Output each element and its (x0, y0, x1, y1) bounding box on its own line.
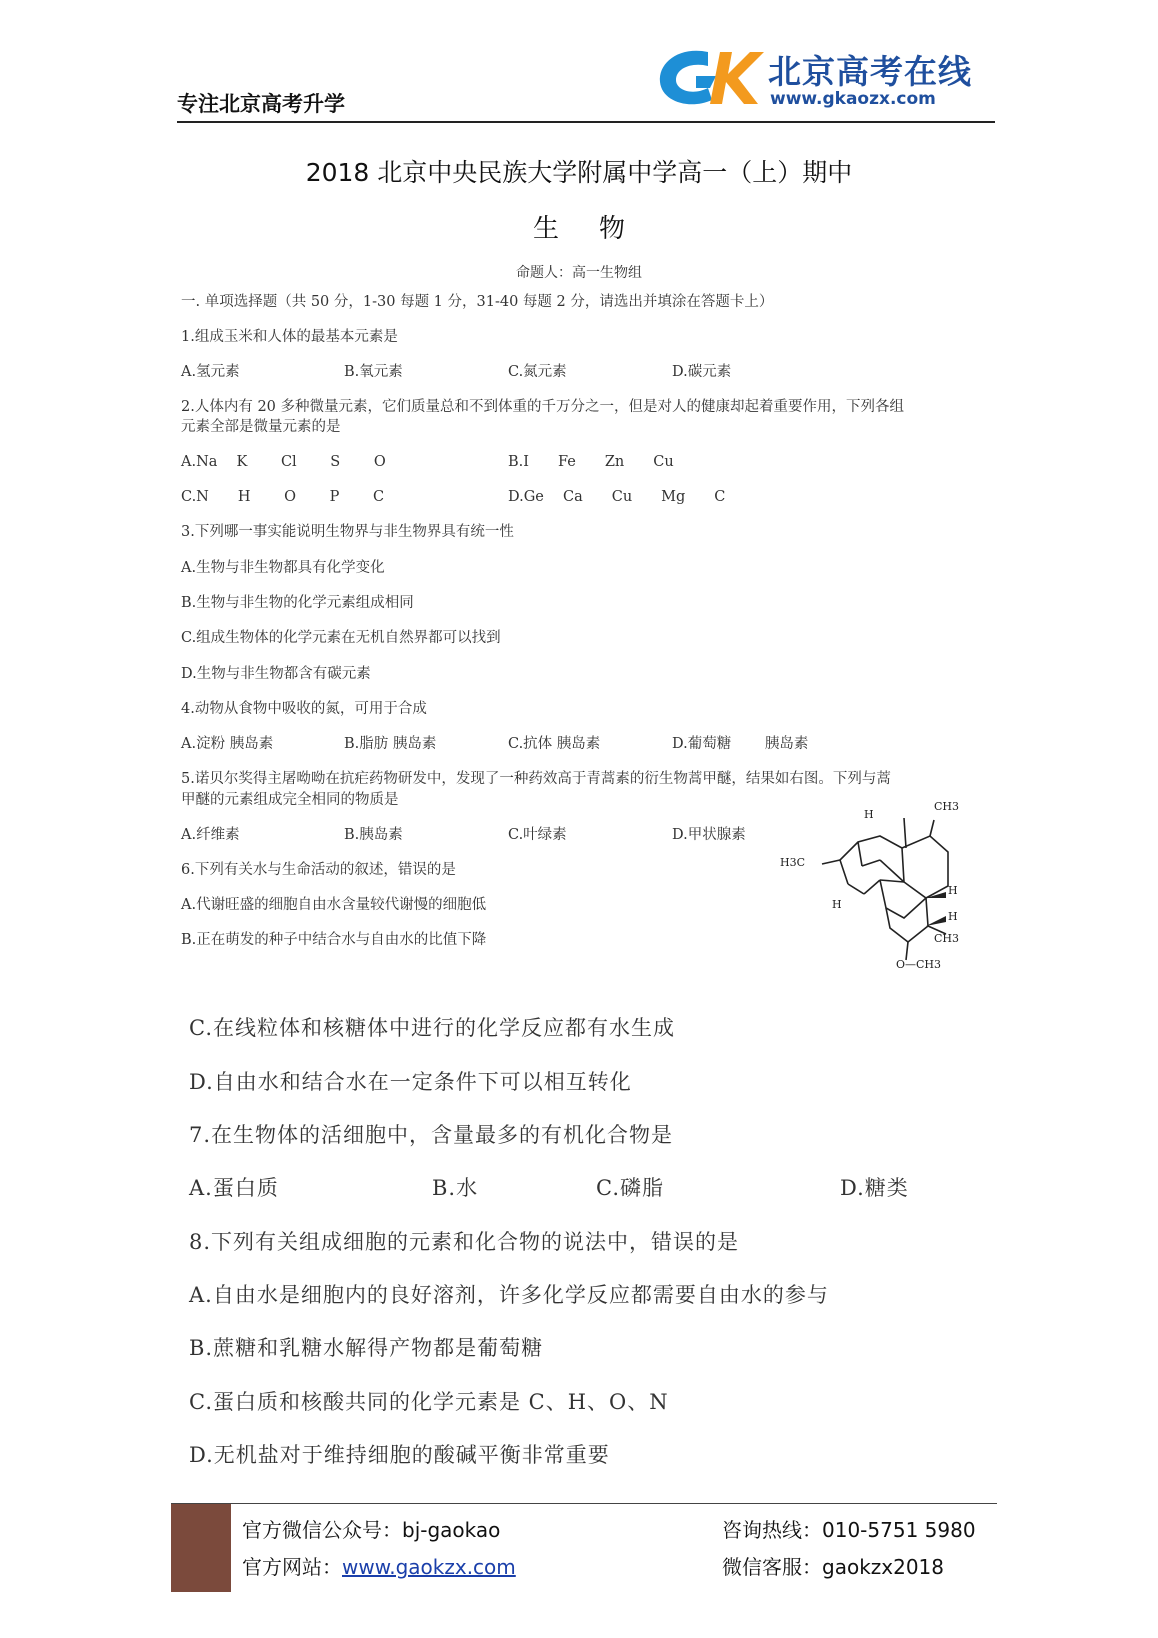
q8-option-a: A.自由水是细胞内的良好溶剂，许多化学反应都需要自由水的参与 (189, 1283, 829, 1307)
q3-stem: 3.下列哪一事实能说明生物界与非生物界具有统一性 (181, 524, 514, 540)
q5-option-c: C.叶绿素 (508, 827, 567, 843)
footer-service-label: 微信客服： (722, 1555, 822, 1579)
label-h-right-2: H (948, 910, 958, 923)
q4-option-d: D.葡萄糖 胰岛素 (672, 736, 809, 752)
label-ch3-bottom: CH3 (934, 932, 960, 945)
label-h-top: H (864, 808, 874, 821)
q6-option-a: A.代谢旺盛的细胞自由水含量较代谢慢的细胞低 (181, 897, 487, 913)
q6-option-b: B.正在萌发的种子中结合水与自由水的比值下降 (181, 932, 487, 948)
q2-option-a: A.Na K Cl S O (181, 454, 386, 470)
label-och3: O—CH3 (896, 958, 942, 971)
q4-option-b: B.脂肪 胰岛素 (344, 736, 437, 752)
q6-option-c: C.在线粒体和核糖体中进行的化学反应都有水生成 (189, 1016, 675, 1040)
footer-wechat (242, 1514, 500, 1543)
q4-stem: 4.动物从食物中吸收的氮，可用于合成 (181, 701, 427, 717)
footer-wechat-value: bj-gaokao (402, 1518, 501, 1542)
header-tagline: 专注北京高考升学 (177, 92, 345, 116)
q1-option-d: D.碳元素 (672, 364, 732, 380)
gk-logo-icon (650, 44, 770, 114)
footer-hotline-value: 010-5751 5980 (822, 1518, 976, 1542)
exam-title: 2018 北京中央民族大学附属中学高一（上）期中 (305, 158, 853, 187)
q3-option-d: D.生物与非生物都含有碳元素 (181, 666, 371, 682)
q6-option-d: D.自由水和结合水在一定条件下可以相互转化 (189, 1070, 632, 1094)
label-h-right-1: H (948, 884, 958, 897)
q1-stem: 1.组成玉米和人体的最基本元素是 (181, 329, 398, 345)
footer-wechat-label: 官方微信公众号： (242, 1518, 402, 1542)
q5-stem-line2: 甲醚的元素组成完全相同的物质是 (181, 792, 399, 808)
brand-logo (650, 44, 1000, 114)
q4-option-a: A.淀粉 胰岛素 (181, 736, 274, 752)
q7-option-d: D.糖类 (840, 1176, 909, 1200)
label-h3c: H3C (780, 856, 806, 869)
label-h-left: H (832, 898, 842, 911)
footer-hotline-label: 咨询热线： (722, 1518, 822, 1542)
header-divider (177, 121, 995, 123)
q7-option-a: A.蛋白质 (189, 1176, 279, 1200)
q4-option-c: C.抗体 胰岛素 (508, 736, 601, 752)
q1-option-b: B.氧元素 (344, 364, 403, 380)
q2-option-b: B.I Fe Zn Cu (508, 454, 674, 470)
q1-option-c: C.氮元素 (508, 364, 567, 380)
q5-stem-line1: 5.诺贝尔奖得主屠呦呦在抗疟药物研发中，发现了一种药效高于青蒿素的衍生物蒿甲醚，结果如右图。下列与蒿 (181, 771, 891, 787)
q2-stem-line1: 2.人体内有 20 多种微量元素，它们质量总和不到体重的千万分之一，但是对人的健康却起着重要作用，下列各组 (181, 399, 904, 415)
footer-site (242, 1551, 516, 1580)
q2-option-c: C.N H O P C (181, 489, 385, 505)
q3-option-b: B.生物与非生物的化学元素组成相同 (181, 595, 414, 611)
footer-service (722, 1551, 944, 1580)
q5-option-a: A.纤维素 (181, 827, 240, 843)
footer-site-link[interactable]: www.gaokzx.com (342, 1555, 516, 1579)
q3-option-c: C.组成生物体的化学元素在无机自然界都可以找到 (181, 630, 501, 646)
footer-divider (171, 1503, 997, 1504)
q7-stem: 7.在生物体的活细胞中，含量最多的有机化合物是 (189, 1123, 674, 1147)
q7-option-b: B.水 (432, 1176, 479, 1200)
q2-stem-line2: 元素全部是微量元素的是 (181, 419, 341, 435)
footer-hotline (722, 1514, 976, 1543)
logo-url: www.gkaozx.com (770, 89, 936, 109)
q8-option-c: C.蛋白质和核酸共同的化学元素是 C、H、O、N (189, 1390, 669, 1414)
logo-text: 北京高考在线 (768, 52, 972, 91)
section-heading: 一. 单项选择题（共 50 分，1-30 每题 1 分，31-40 每题 2 分，请选出并填涂在答题卡上） (181, 294, 774, 310)
q5-option-b: B.胰岛素 (344, 827, 403, 843)
exam-author: 命题人：高一生物组 (516, 265, 642, 281)
q3-option-a: A.生物与非生物都具有化学变化 (181, 560, 385, 576)
q8-option-d: D.无机盐对于维持细胞的酸碱平衡非常重要 (189, 1443, 610, 1467)
label-ch3-top: CH3 (934, 800, 960, 813)
artemether-structure (780, 800, 980, 980)
footer-service-value: gaokzx2018 (822, 1555, 945, 1579)
footer-site-label: 官方网站： (242, 1555, 342, 1579)
footer-accent-block (171, 1504, 231, 1592)
q7-option-c: C.磷脂 (596, 1176, 664, 1200)
q2-option-d: D.Ge Ca Cu Mg C (508, 489, 726, 505)
q8-option-b: B.蔗糖和乳糖水解得产物都是葡萄糖 (189, 1336, 544, 1360)
q1-option-a: A.氢元素 (181, 364, 240, 380)
q5-option-d: D.甲状腺素 (672, 827, 746, 843)
exam-subject: 生物 (532, 214, 665, 244)
q6-stem: 6.下列有关水与生命活动的叙述，错误的是 (181, 862, 456, 878)
q8-stem: 8.下列有关组成细胞的元素和化合物的说法中，错误的是 (189, 1230, 740, 1254)
